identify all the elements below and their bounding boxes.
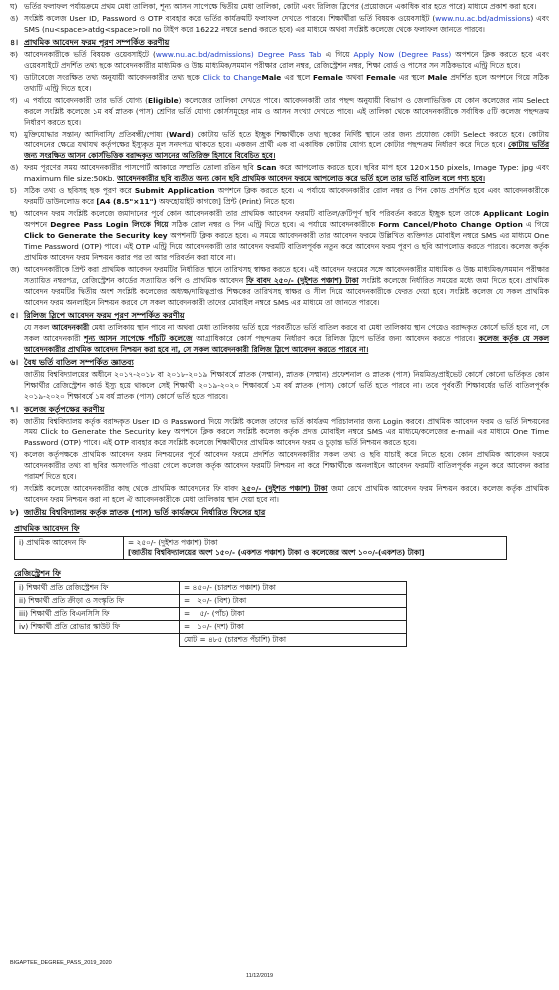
text-segment: এ গিয়ে (321, 49, 354, 59)
list-item (10, 50, 549, 72)
fee-total-row (15, 634, 407, 647)
fee-row (15, 595, 407, 608)
item-text (24, 73, 549, 95)
fee-value-cell (180, 595, 407, 608)
list-item (10, 96, 549, 129)
list-item (10, 130, 549, 163)
text-segment: সংশ্লিষ্ট কলেজ User ID, Password ও OTP ব্যবহার করে ভর্তির কার্যক্রমটি ফলাফল দেখতে পারবে। শিক্ষার্থীরা ভর্তি বিষয়ক ওয়েবসাইট ( (24, 13, 436, 23)
item-marker: জ) (10, 264, 20, 274)
list-item (10, 209, 549, 264)
item-text (24, 163, 549, 185)
registration-fee-table (14, 581, 407, 647)
text-segment: এর স্থলে (395, 72, 428, 82)
fee-value-cell (180, 621, 407, 634)
bold-underlined-text: ফি বাবদ ২৫০/- (দুইশত পঞ্চাশ) টাকা (246, 275, 359, 285)
fee-label: প্রাথমিক আবেদন ফি (26, 538, 86, 548)
text-segment: জমা রেখে প্রাথমিক আবেদন ফরম নিশ্চয়ন করবে। কলেজ কর্তৃক প্রাথমিক আবেদন ফরম নিশ্চয়ন করা না হলে ঐ আবেদনকারীকে মেধা তালিকায় স্থান দেয়া হবে না। (24, 484, 549, 505)
text-segment: আবেদন ফরম সংশ্লিষ্ট কলেজে জমাদানের পূর্বে কোন আবেদনকারী তার প্রাথমিক আবেদন ফরমটি বাতিল/ক্রটিপূর্ণ ছবি পরিবর্তন করতে ইচ্ছুক হলে তাকে (24, 209, 484, 219)
list-item (10, 14, 549, 36)
application-fee-label-cell (15, 537, 124, 560)
text-segment: মুক্তিযোদ্ধার সন্তান/ আদিবাসি/ প্রতিবন্ধী/পোষ্য ( (24, 129, 170, 139)
list-item (10, 417, 549, 450)
bold-term: Degree Pass Login লিংকে গিয়ে (50, 220, 169, 230)
text-segment: ) কোটায় ভর্তি হতে ইচ্ছুক শিক্ষার্থীকে তথ্য ছকের নির্দিষ্ট স্থানে তার জন্য প্রযোজ্য কোটা Select করতে হবে। কোটায় আবেদনের ক্ষেত্রে যথাযথ কর্তৃপক্ষের ইস্যুকৃত মূল সনদপত্র থাকতে হবে। একজন প্রার্থী এক বা একাধিক কোটায় যোগ্য হলে কোটার পছন্দক্রম নির্ধারণ করে দিতে হবে। (24, 129, 549, 150)
fee-breakdown: [জাতীয় বিশ্ববিদ্যালয়ের অংশ ১৫০/- (একশত পঞ্চাশ) টাকা ও কলেজের অংশ ১০০/-(একশত) টাকা] (128, 548, 425, 558)
item-marker: গ) (10, 484, 18, 494)
footer-date: 11/12/2019 (246, 973, 274, 979)
text-segment: কলেজ কর্তৃপক্ষকে প্রাথমিক আবেদন ফরম নিশ্চয়নের পূর্বে আবেদন ফরমে প্রদর্শিত আবেদনকারীর সকল তথ্য ও ছবি যাচাই করে নিতে হবে। কোন প্রাথমিক আবেদন ফরমে আবেদনকারীর তথ্য বা ছবির অসংগতি পাওয়া গেলে কলেজ কর্তৃক আবেদন ফরমটি নিশ্চয়ন না করে শিক্ষার্থীকে অনলাইনে আবেদন ফরমটি বাতিলপূর্বক নতুন করে আবেদন করার পরামর্শ দিতে হবে। (24, 450, 549, 482)
bold-term: Ward (169, 129, 191, 139)
item-marker: ঘ) (10, 129, 18, 139)
section-title: জাতীয় বিশ্ববিদ্যালয় কর্তৃক স্নাতক (পাস) ভর্তি কার্যক্রমে নির্ধারিত ফিসের হার (24, 508, 266, 518)
text-segment: এ পর্যায়ে আবেদনকারী তার ভর্তি যোগ্য ( (24, 95, 149, 105)
fee-total: মোট = ৪৮৫ (চারশত পঁচাশি) টাকা (184, 635, 286, 645)
row-number: i) (19, 583, 24, 593)
bold-term: Female (313, 72, 343, 82)
section-heading (10, 404, 549, 416)
section-title: কলেজ কর্তৃপক্ষের করণীয় (24, 404, 105, 414)
fee-total-cell (180, 634, 407, 647)
text-segment: এর স্থলে (281, 72, 314, 82)
fee-row (15, 608, 407, 621)
section-number: ৫। (10, 310, 19, 320)
list-item (10, 186, 549, 208)
bold-underlined-text: শূন্য আসন সাপেক্ষে পাঁচটি কলেজে (84, 333, 193, 343)
fee-value: = ৫/- (পাঁচ) টাকা (184, 609, 245, 619)
item-text (24, 450, 549, 483)
item-text (24, 50, 549, 72)
fee-label: শিক্ষার্থী প্রতি ক্রীড়া ও সংস্কৃতি ফি (28, 596, 124, 606)
text-segment: করে আপলোড করতে হবে। ছবির মাপ হবে 120×150 pixels, Image Type: jpg এবং maximum file size:50Kb. (24, 163, 549, 184)
section-title: প্রাথমিক আবেদন ফরম পূরণ সম্পর্কিত করণীয় (24, 37, 170, 47)
fee-label-cell (15, 582, 180, 595)
bold-term: Female (366, 72, 396, 82)
item-text (24, 130, 549, 163)
text-segment: ফরম পূরণের সময় আবেদনকারীর পাসপোর্ট আকারে সম্প্রতি তোলা রঙিন ছবি (24, 163, 257, 173)
bold-term: [A4 (8.5"×11") (96, 197, 157, 207)
bold-term: Male (261, 72, 282, 82)
item-marker: চ) (10, 186, 17, 196)
bold-term: Form Cancel/Photo Change Option (378, 220, 523, 230)
item-text (24, 209, 549, 264)
fee-label-cell (15, 621, 180, 634)
list-item (10, 2, 549, 13)
link-text: Apply Now (Degree Pass) (353, 49, 452, 59)
link-text: www.nu.ac.bd/admissions) Degree Pass Tab (155, 49, 322, 59)
fee-value: = ১০/- (দশ) টাকা (184, 622, 244, 632)
bold-underlined-text: আবেদনকারীর ছবি ব্যতীত অন্য কোন ছবি প্রাথমিক আবেদন ফরমে আপলোড করে ভর্তি হলে তার ভর্তি বাতিল বলে গণ্য হবে। (117, 174, 485, 184)
empty-cell (15, 634, 180, 647)
fee-row (15, 582, 407, 595)
section-number: ৪। (10, 37, 19, 47)
item-marker: ক) (10, 49, 19, 59)
text-segment: আবেদনকারীকে প্রিন্ট করা প্রাথমিক আবেদন ফরমটির নির্ধারিত স্থানে তারিখসহ স্বাক্ষর করতে হবে। এই আবেদন ফরমের সঙ্গে আবেদনকারীর মাধ্যমিক ও উচ্চ মাধ্যমিক/সমমান পরীক্ষার সত্যায়িত নম্বরপত্র, রেজিস্ট্রেশন কার্ডের সত্যায়িত কপি ও প্রাথমিক আবেদন (24, 264, 549, 285)
item-text (24, 14, 549, 36)
section-number: ৮) (10, 508, 19, 518)
row-number: i) (19, 538, 24, 548)
list-item (10, 265, 549, 309)
text-segment: সঠিক রোল নম্বর ও পিন এন্ট্রি দিতে হবে। এ পর্যায়ে আবেদনকারীকে (168, 220, 379, 230)
item-marker: ঙ) (10, 163, 19, 173)
text-segment: প্রদর্শিত হলে (447, 72, 490, 82)
text-segment: ) এবং SMS (nu<space>atdg<space>roll no টাইপ করে 16222 নম্বরে send করতে হবে) এর মাধ্যমে অথবা সংশ্লিষ্ট কলেজে থেকে ফলাফল জানতে পারবে। (24, 13, 549, 34)
text-segment: অপশনে গিয়ে সঠিক তথ্যটি এন্ট্রি দিতে হবে। (24, 72, 549, 93)
section-heading (10, 357, 549, 369)
fee-value-cell (180, 608, 407, 621)
item-text (24, 265, 549, 309)
bold-term: আবেদনকারী (51, 322, 90, 332)
document-body (10, 2, 549, 519)
bold-underlined-text: ২৫০/- (দুইশত পঞ্চাশ) টাকা (241, 484, 328, 494)
fee-value: = ২০/- (বিশ) টাকা (184, 596, 247, 606)
row-number: iii) (19, 609, 28, 619)
text-segment: সংশ্লিষ্ট কলেজে নির্ধারিত সময়ের মধ্যে জমা দিতে হবে। প্রাথমিক আবেদন ফরমটির দ্বিতীয় অংশ সংশ্লিষ্ট কলেজের অধ্যক্ষ/দায়িত্বপ্রাপ্ত শিক্ষকের তারিখসহ স্বাক্ষর ও সীল দিয়ে আবেদনকারীকে ফেরত দেয়া হবে। সংশ্লিষ্ট কলেজ যে সকল প্রাথমিক আবেদন ফরম অনলাইনে নিশ্চয়ন করবে সে সকল আবেদনকারী তাদের মোবাইল নম্বরে SMS এর মাধ্যমে তা জানতে পারবে। (24, 275, 549, 307)
row-number: ii) (19, 596, 26, 606)
fee-label-cell (15, 595, 180, 608)
list-item (10, 370, 549, 403)
section-number: ৭। (10, 404, 19, 414)
item-text (24, 484, 549, 506)
bold-term: Applicant Login (483, 209, 549, 219)
fee-label-cell (15, 608, 180, 621)
fee-label: শিক্ষার্থী প্রতি রেজিস্ট্রেশন ফি (26, 583, 109, 593)
fee-value-cell (180, 582, 407, 595)
text-segment: অপশনে ক্লিক করতে হবে এবং ওয়েবসাইটে প্রদর্শিত তথ্য ছকে আবেদনকারীর মাধ্যমিক ও উচ্চ মাধ্যমিক/সমমান পরীক্ষার রোল নম্বর, রেজিস্ট্রেশন নম্বর, শিক্ষা বোর্ড ও পাসের সন সঠিকভাবে এন্ট্রি দিতে হবে। (24, 49, 550, 70)
item-text (24, 96, 549, 129)
bold-term: Submit Application (134, 186, 215, 196)
text-segment: ডাটাবেজে সংরক্ষিত তথ্য অনুযায়ী আবেদনকারীর তথ্য ছকে (24, 72, 203, 82)
bold-underlined-text: কলেজ কর্তৃক যে সকল আবেদনকারীর প্রাথমিক আবেদন নিশ্চয়ন করা হবে না, সে সকল আবেদনকারী রিলিজ স্লিপে আবেদন করতে পারবে না। (24, 333, 549, 354)
section-heading (10, 37, 549, 49)
text-segment: অপশনে (24, 220, 51, 230)
text-segment: অপশনে ক্লিক করতে হবে। এ পর্যায়ে আবেদনকারীর রোল নম্বর ও পিন কোড প্রদর্শিত হবে এবং আবেদনকারীকে ফরমটি ডাউনলোড করে (24, 186, 549, 207)
text-segment: জাতীয় বিশ্ববিদ্যালয় কর্তৃক বরাদ্দকৃত User ID ও Password দিয়ে সংশ্লিষ্ট কলেজ তাদের ভর্তি কার্যক্রম পরিচালনার জন্য Login করবে। প্রাথমিক আবেদন ফরম ও ভর্তি নিশ্চয়নের সময় Click to Generate the Security key অপশনে ক্লিক করলে সংশ্লিষ্ট কলেজ কর্তৃক প্রদত্ত মোবাইল নম্বরে SMS এর মাধ্যমে/কলেজের e-mail এর মাধ্যমে One Time Password (OTP) পাবে। এই OTP ব্যবহার করে সংশ্লিষ্ট কলেজে শিক্ষার্থীদের প্রাথমিক আবেদন ফরম ও চূড়ান্ত ভর্তি নিশ্চয়ন করতে হবে। (24, 416, 549, 448)
section-heading (10, 310, 549, 322)
item-marker: ছ) (10, 209, 18, 219)
fee-value: = ৪৫০/- (চারশত পঞ্চাশ) টাকা (184, 583, 276, 593)
text-segment: অফহোয়াইট কাগজে] প্রিন্ট (Print) নিতে হবে। (156, 197, 295, 207)
bold-underlined-text: কোটায় ভর্তির জন্য সংরক্ষিত আসন কোর্সভিত্তিক বরাদ্দকৃত আসনের অতিরিক্ত হিসাবে বিবেচিত হবে। (24, 140, 549, 161)
text-segment: অপশনটি ক্লিক করতে হবে। এ সময়ে আবেদনকারী তার আবেদন ফরমে উল্লিখিত ব্যক্তিগত মোবাইল নম্বরে SMS এর মাধ্যমে One Time Password (OTP) পাবে। এই OTP এন্ট্রি দিয়ে আবেদনকারী তার আবেদন ফরমটি বাতিলপূর্বক নতুন করে আবেদন ফরম পূরণ ও ছবি আপলোড করতে পারবে। কলেজ কর্তৃক প্রাথমিক আবেদন ফরম নিশ্চয়ন করার পর তা আর পরিবর্তন করা যাবে না। (24, 231, 549, 263)
text-segment: ) কলেজের তালিকা দেখতে পাবে। আবেদনকারী তার পছন্দ অনুযায়ী বিভাগ ও জেলাভিত্তিক যে কোন কলেজের নাম Select করলে সংশ্লিষ্ট কলেজে ১ম বর্ষ স্নাতক (পাস) শ্রেণির ভর্তি যোগ্য কোর্সসমূহের নাম ও আসন সংখ্যা দেখতে পাবে। এই তালিকা থেকে আবেদনকারীকে সর্বাধিক ৫টি কলেজ পছন্দক্রম নির্ধারণ করতে হবে। (24, 95, 549, 127)
application-fee-table (14, 536, 507, 560)
text-segment: যে সকল (24, 322, 52, 332)
text-segment: আগ্রাধিকারে কোর্স পছন্দক্রম নির্ধারণ করে রিলিজ স্লিপে ভর্তির জন্য আবেদন করতে পারবে। (192, 333, 479, 343)
item-marker: ক) (10, 416, 19, 426)
section-heading (10, 507, 549, 519)
item-marker: ঘ) (10, 2, 18, 11)
section-title: রিলিজ স্লিপে আবেদন ফরম পূরণ সম্পর্কিত করণীয় (24, 310, 185, 320)
item-text (24, 323, 549, 356)
application-fee-title: প্রাথমিক আবেদন ফি (14, 524, 80, 534)
text-segment: সংশ্লিষ্ট কলেজে আবেদনকারীর কাছ থেকে প্রাথমিক আবেদনের ফি বাবদ (24, 484, 242, 494)
text-segment: জাতীয় বিশ্ববিদ্যালয়ের অধীনে ২০১৭-২০১৮ বা ২০১৮-২০১৯ শিক্ষাবর্ষে স্নাতক (সম্মান), স্নাতক (সম্মান) প্রফেশনাল ও স্নাতক (পাস) নিয়মিত/প্রাইভেট কোর্সে কোনো ভর্তিকৃত কোন শিক্ষার্থীর রেজিস্ট্রেশন কার্ড ইস্যু হয়ে থাকলে সেই শিক্ষার্থী ২০১৯-২০২০ শিক্ষাবর্ষে ১ম বর্ষ স্নাতক (পাস) কোর্সে ভর্তি হতে পারবে না। তবে পূর্ববর্তী শিক্ষাবর্ষের ভর্তি বাতিলপূর্বক ২০১৯-২০২০ শিক্ষাবর্ষে ১ম বর্ষ স্নাতক (পাস) কোর্সে ভর্তি হতে পারবে। (24, 369, 549, 401)
item-marker: গ) (10, 95, 18, 105)
link-text: www.nu.ac.bd/admissions (435, 13, 531, 23)
item-marker (10, 370, 24, 403)
list-item (10, 450, 549, 483)
item-text (24, 2, 549, 13)
item-text (24, 417, 549, 450)
text-segment: আবেদনকারীকে ভর্তি বিষয়ক ওয়েবসাইটে ( (24, 49, 156, 59)
text-segment: অথবা (342, 72, 367, 82)
application-fee-value-cell (124, 537, 507, 560)
text-segment: এ গিয়ে (522, 220, 549, 230)
bold-term: Eligible (148, 95, 179, 105)
link-text: Click to Change (202, 72, 262, 82)
bold-term: Male (427, 72, 448, 82)
bold-term: Click to Generate the Security key (24, 231, 168, 241)
fee-label: শিক্ষার্থী প্রতি রোভার স্কাউট ফি (30, 622, 120, 632)
row-number: iv) (19, 622, 29, 632)
item-text (24, 370, 549, 403)
text-segment: সঠিক তথ্য ও ছবিসহ ছক পূরণ করে (24, 186, 135, 196)
fee-row (15, 621, 407, 634)
text-segment: মেধা তালিকায় স্থান পাবে না অথবা মেধা তালিকায় ভর্তি হয়ে পরবর্তীতে ভর্তি বাতিল করবে বা মেধা তালিকায় স্থান পেয়েও বরাদ্দকৃত কোর্সে ভর্তি হবে না, সে সকল আবেদনকারী (24, 322, 549, 343)
item-marker: খ) (10, 72, 18, 82)
fee-label: শিক্ষার্থী প্রতি বিএনসিসি ফি (30, 609, 110, 619)
bold-term: Scan (256, 163, 277, 173)
item-marker: খ) (10, 450, 18, 460)
text-segment: ভর্তির ফলাফল পর্যায়ক্রমে প্রথম মেধা তালিকা, শূন্য আসন সাপেক্ষে দ্বিতীয় মেধা তালিকা, কোটা এবং রিলিজ স্লিপের (প্রয়োজনে একাধিক বার হতে পারে) মাধ্যমে প্রকাশ করা হবে। (24, 2, 537, 11)
footer-code: BIGAPTEE_DEGREE_PASS_2019_2020 (10, 960, 112, 966)
item-marker: ঙ) (10, 13, 19, 23)
list-item (10, 323, 549, 356)
list-item (10, 484, 549, 506)
fee-value: = ২৫০/- (দুইশত পঞ্চাশ) টাকা (128, 538, 218, 548)
list-item (10, 73, 549, 95)
item-text (24, 186, 549, 208)
section-title: বৈধ ভর্তি বাতিল সম্পর্কিত জ্ঞাতব্য (24, 357, 134, 367)
section-number: ৬। (10, 357, 19, 367)
registration-fee-title: রেজিস্ট্রেশন ফি (14, 569, 61, 579)
item-marker (10, 323, 24, 356)
list-item (10, 163, 549, 185)
